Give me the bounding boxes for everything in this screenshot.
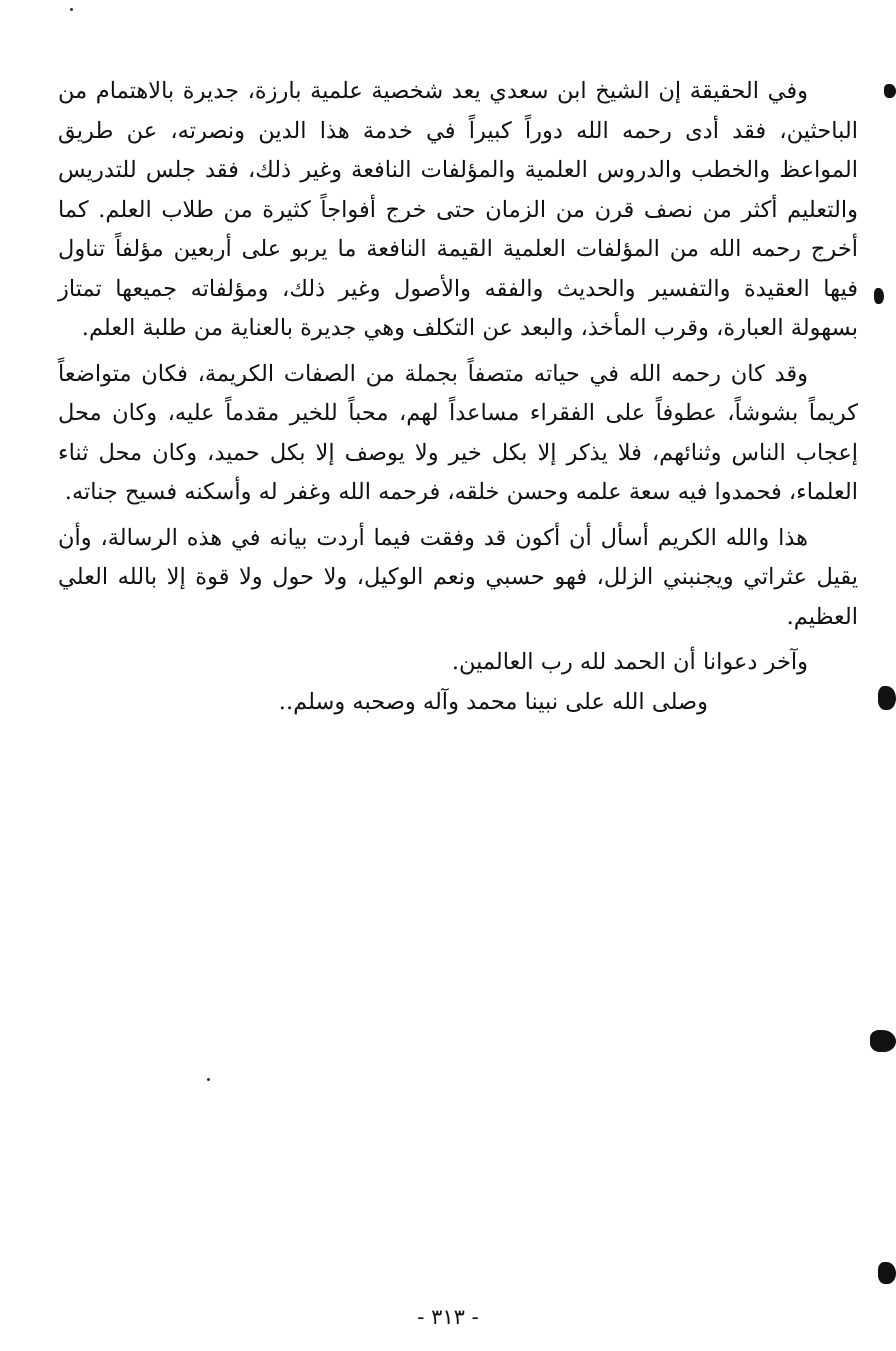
paragraph-1: وفي الحقيقة إن الشيخ ابن سعدي يعد شخصية علمية بارزة، جديرة بالاهتمام من الباحثين، فقد أدى رحمه الله دوراً كبيراً في خدمة هذا الدين ونصرته، عن طريق المواعظ والخطب والدروس العلمية والمؤلفات النافعة وغير ذلك، فقد جلس للتدريس والتعليم أكثر من نصف قرن من الزمان حتى خرج أفواجاً كثيرة من طلاب العلم. كما أخرج رحمه الله من المؤلفات العلمية القيمة النافعة ما يربو على أربعين مؤلفاً تناول فيها العقيدة والتفسير والحديث والفقه والأصول وغير ذلك، ومؤلفاته جميعها تمتاز بسهولة العبارة، وقرب المأخذ، والبعد عن التكلف وهي جديرة بالعناية من طلبة العلم. [58, 78, 858, 341]
scan-mark [874, 288, 884, 304]
scan-dot [70, 8, 73, 11]
page-number: - ٣١٣ - [417, 1305, 479, 1329]
body-text [58, 72, 858, 722]
paragraph-3: هذا والله الكريم أسأل أن أكون قد وفقت فيما أردت بيانه في هذه الرسالة، وأن يقيل عثراتي ويجنبني الزلل، فهو حسبي ونعم الوكيل، ولا حول ولا قوة إلا بالله العلي العظيم. [58, 524, 858, 630]
scan-mark [878, 1262, 896, 1284]
paragraph-2: وقد كان رحمه الله في حياته متصفاً بجملة من الصفات الكريمة، فكان متواضعاً كريماً بشوشاً، عطوفاً على الفقراء مساعداً لهم، محباً للخير مقدماً عليه، وكان محل إعجاب الناس وثنائهم، فلا يذكر إلا بكل خير ولا يوصف إلا بكل حميد، وكان محل ثناء العلماء، فحمدوا فيه سعة علمه وحسن خلقه، فرحمه الله وغفر له وأسكنه فسيح جناته. [58, 360, 858, 505]
scan-mark [870, 1030, 896, 1052]
scan-mark [884, 84, 896, 98]
scan-dot [207, 1078, 210, 1081]
scan-mark [878, 686, 896, 710]
closing-line-1: وآخر دعوانا أن الحمد لله رب العالمين. [451, 649, 808, 675]
closing-line-2: وصلى الله على نبينا محمد وآله وصحبه وسلم.. [278, 688, 708, 715]
